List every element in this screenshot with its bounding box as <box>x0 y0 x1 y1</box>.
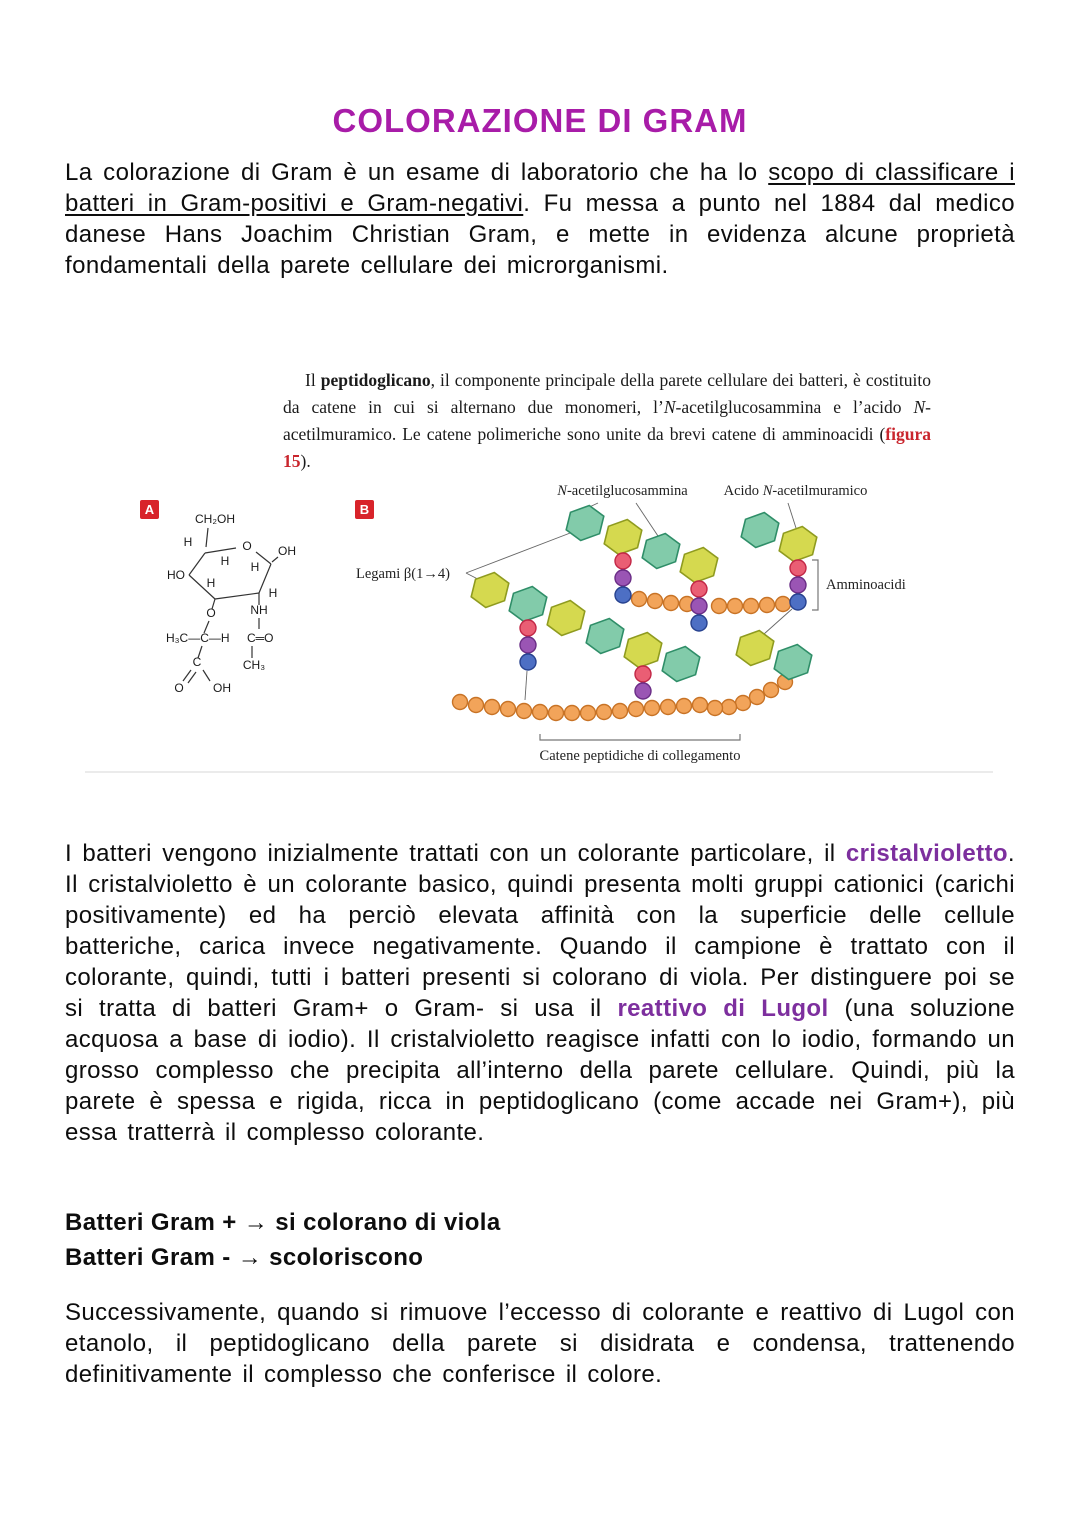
n-acetylmuramic-acid-label: Acido N-acetilmuramico <box>723 483 868 499</box>
atom-label-nh: NH <box>250 603 268 617</box>
atom-label-oh: OH <box>213 681 231 695</box>
hexagon-glucosamine <box>662 647 700 682</box>
atom-label-h: H <box>206 576 216 590</box>
gram-negative-rule: Batteri Gram - → scoloriscono <box>65 1244 424 1271</box>
hexagon-glucosamine <box>741 513 779 548</box>
atom-label-ho: HO <box>167 568 185 582</box>
peptide-chains-bracket <box>540 734 740 740</box>
intro-paragraph: La colorazione di Gram è un esame di laboratorio che ha lo scopo di classificare i batteri in Gram-positivi e Gram-negativi. Fu messa a punto nel 1884 dal medico danese Hans Joachim Christian Gram, e mette in evidenza alcune proprietà fondamentali della parete cellulare dei microrganismi. <box>65 159 1015 279</box>
atom-label-o: O <box>174 681 184 695</box>
figure-panel-a <box>135 495 345 710</box>
hexagon-muramic-acid <box>471 573 509 608</box>
hexagon-glucosamine <box>566 506 604 541</box>
panel-b-tag: B <box>355 500 374 519</box>
figure-panel-b <box>340 478 940 773</box>
amino-acids-bracket <box>812 560 818 610</box>
page-title: COLORAZIONE DI GRAM <box>332 102 748 139</box>
hexagon-muramic-acid <box>680 548 718 583</box>
gram-positive-rule: Batteri Gram + → si colorano di viola <box>65 1209 501 1236</box>
atom-label-oh: OH <box>278 544 296 558</box>
atom-label-h: H <box>268 586 278 600</box>
atom-label-c: C <box>192 655 202 669</box>
gram-result-rules <box>65 1205 501 1275</box>
atom-label-co: C═O <box>247 631 274 645</box>
hexagon-glucosamine <box>586 619 624 654</box>
atom-label-ch3: CH₃ <box>242 658 266 672</box>
hexagon-muramic-acid <box>604 520 642 555</box>
atom-label-h: H <box>250 560 260 574</box>
peptidoglycan-network-diagram <box>340 478 940 773</box>
amino-acids-label: Amminoacidi <box>826 577 906 593</box>
main-paragraph: I batteri vengono inizialmente trattati con un colorante particolare, il cristalvioletto. Il cristalvioletto è un colorante basico, quindi presenta molti gruppi cationici (carichi positivamente) ed ha perciò elevata affinità con la superficie delle cellule batteriche, carica invece negativamente. Quando il campione è trattato con il colorante, quindi, tutti i batteri presenti si colorano di viola. Per distinguere poi se si tratta di batteri Gram+ o Gram- si usa il reattivo di Lugol (una soluzione acquosa a base di iodio). Il cristalvioletto reagisce infatti con lo iodio, formando un grosso complesso che precipita all’interno della parete cellulare. Quindi, più la parete è spessa e rigida, ricca in peptidoglicano (come accade nei Gram+), più essa tratterrà il complesso colorante. <box>65 840 1016 1146</box>
closing-paragraph: Successivamente, quando si rimuove l’eccesso di colorante e reattivo di Lugol con etanolo, il peptidoglicano della parete si disidrata e condensa, trattenendo definitivamente il complesso che conferisce il colore. <box>65 1299 1015 1388</box>
hexagon-muramic-acid <box>624 633 662 668</box>
peptide-chains-label: Catene peptidiche di collegamento <box>539 748 741 764</box>
hexagon-glucosamine <box>509 587 547 622</box>
atom-label-h: H <box>220 554 230 568</box>
atom-label-ring-o: O <box>242 539 252 553</box>
panel-a-tag: A <box>140 500 159 519</box>
figure-bottom-rule <box>85 771 993 773</box>
hexagon-muramic-acid <box>779 527 817 562</box>
figure-caption: Il peptidoglicano, il componente principale della parete cellulare dei batteri, è costituito da catene in cui si alternano due monomeri, l’N-acetilglucosammina e l’acido N-acetilmuramico. Le catene polimeriche sono unite da brevi catene di amminoacidi (figura 15). <box>283 370 931 471</box>
n-acetylglucosamine-label: N-acetilglucosammina <box>557 483 688 499</box>
hexagon-glucosamine <box>642 534 680 569</box>
hexagon-glucosamine <box>774 645 812 680</box>
atom-label-lactyl: H₃C—C—H <box>166 631 230 645</box>
atom-label-ether-o: O <box>206 606 216 620</box>
beta-bonds-label: Legami β(1→4) <box>356 566 450 582</box>
atom-label-h: H <box>183 535 193 549</box>
chemical-structure-diagram <box>165 509 325 704</box>
atom-label-ch2oh: CH₂OH <box>195 512 235 526</box>
hexagon-muramic-acid <box>547 601 585 636</box>
hexagon-muramic-acid <box>736 631 774 666</box>
